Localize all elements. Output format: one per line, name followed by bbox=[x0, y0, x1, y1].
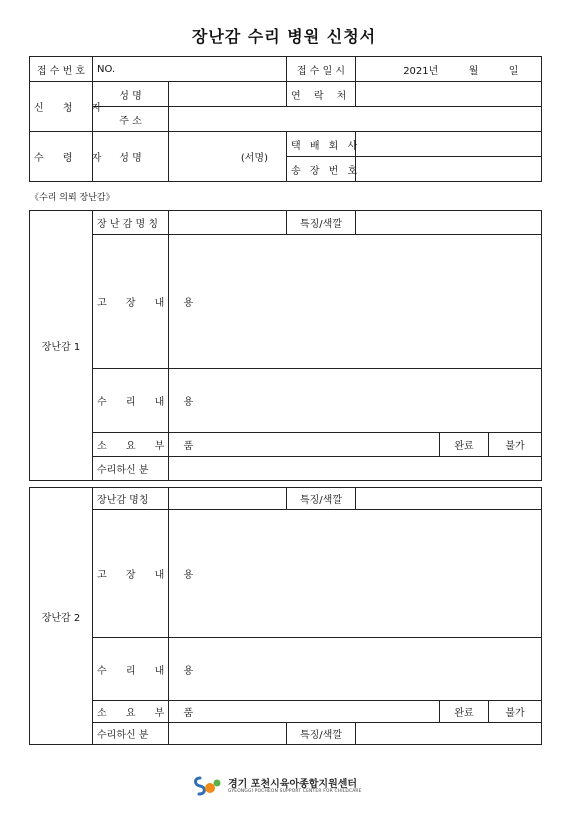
name-label: 성 명 bbox=[93, 82, 169, 107]
reception-date-label: 접 수 일 시 bbox=[287, 57, 356, 82]
toy1-feature-label: 특징/색깔 bbox=[287, 211, 356, 235]
toy1-table bbox=[29, 210, 542, 481]
contact-label: 연 락 처 bbox=[287, 82, 356, 107]
reception-date-value[interactable] bbox=[356, 57, 542, 82]
signature-text: (서명) bbox=[240, 153, 268, 164]
toy1-parts-label: 소 요 부 품 bbox=[93, 433, 169, 457]
signature-field[interactable] bbox=[169, 132, 287, 182]
toy1-confirm-label: 수리하신 분 bbox=[93, 457, 169, 481]
toy2-parts-field[interactable] bbox=[169, 701, 440, 723]
name-field[interactable] bbox=[169, 82, 287, 107]
toy2-repair-field[interactable] bbox=[169, 638, 542, 701]
org-footer bbox=[192, 773, 382, 803]
toy1-done-checkbox[interactable]: 완료 bbox=[440, 433, 489, 457]
toy2-name-field[interactable] bbox=[169, 488, 287, 510]
toy2-fault-field[interactable] bbox=[169, 510, 542, 638]
org-name: 경기 포천시육아종합지원센터 bbox=[228, 779, 358, 790]
month-text: 월 bbox=[468, 65, 479, 77]
day-text: 일 bbox=[508, 65, 519, 77]
toy1-name-field[interactable] bbox=[169, 211, 287, 235]
toy2-confirm-field[interactable] bbox=[169, 723, 287, 745]
toy1-fail-checkbox[interactable]: 불가 bbox=[489, 433, 542, 457]
courier-field[interactable] bbox=[356, 132, 542, 157]
repair-toy-note: 《수리 의뢰 장난감》 bbox=[30, 193, 115, 203]
toy2-feature-field[interactable] bbox=[356, 488, 542, 510]
tracking-label: 송 장 번 호 bbox=[287, 157, 356, 182]
address-label: 주 소 bbox=[93, 107, 169, 132]
org-name-en: GYEONGGI POCHEON SUPPORT CENTER FOR CHILDCARE bbox=[228, 789, 362, 794]
page-title: 장난감 수리 병원 신청서 bbox=[191, 27, 377, 46]
address-field[interactable] bbox=[169, 107, 542, 132]
toy1-parts-field[interactable] bbox=[169, 433, 440, 457]
contact-field[interactable] bbox=[356, 82, 542, 107]
courier-label: 택 배 회 사 bbox=[287, 132, 356, 157]
toy1-confirm-field[interactable] bbox=[169, 457, 542, 481]
toy1-fault-label: 고 장 내 용 bbox=[93, 235, 169, 369]
tracking-field[interactable] bbox=[356, 157, 542, 182]
toy2-table bbox=[29, 487, 542, 745]
toy1-repair-field[interactable] bbox=[169, 369, 542, 433]
toy2-feature-label: 특징/색깔 bbox=[287, 488, 356, 510]
reception-no-value[interactable]: NO. bbox=[93, 57, 287, 82]
reception-no-label: 접 수 번 호 bbox=[30, 57, 93, 82]
year-text: 2021년 bbox=[403, 65, 439, 77]
applicant-table bbox=[29, 56, 542, 182]
toy2-repair-label: 수 리 내 용 bbox=[93, 638, 169, 701]
toy1-label: 장난감 1 bbox=[30, 211, 93, 481]
toy1-feature-field[interactable] bbox=[356, 211, 542, 235]
toy2-name-label: 장난감 명칭 bbox=[93, 488, 169, 510]
receiver-name-label: 성 명 bbox=[93, 132, 169, 182]
toy1-repair-label: 수 리 내 용 bbox=[93, 369, 169, 433]
toy2-confirm-feature-field[interactable] bbox=[356, 723, 542, 745]
applicant-label: 신 청 자 bbox=[30, 82, 93, 132]
toy2-fault-label: 고 장 내 용 bbox=[93, 510, 169, 638]
toy2-done-checkbox[interactable]: 완료 bbox=[440, 701, 489, 723]
toy2-fail-checkbox[interactable]: 불가 bbox=[489, 701, 542, 723]
toy2-label: 장난감 2 bbox=[30, 488, 93, 745]
org-logo-icon bbox=[192, 775, 222, 797]
toy1-fault-field[interactable] bbox=[169, 235, 542, 369]
toy2-confirm-feature-label: 특징/색깔 bbox=[287, 723, 356, 745]
toy2-parts-label: 소 요 부 품 bbox=[93, 701, 169, 723]
toy1-name-label: 장 난 감 명 칭 bbox=[93, 211, 169, 235]
toy2-confirm-label: 수리하신 분 bbox=[93, 723, 169, 745]
receiver-label: 수 령 자 bbox=[30, 132, 93, 182]
